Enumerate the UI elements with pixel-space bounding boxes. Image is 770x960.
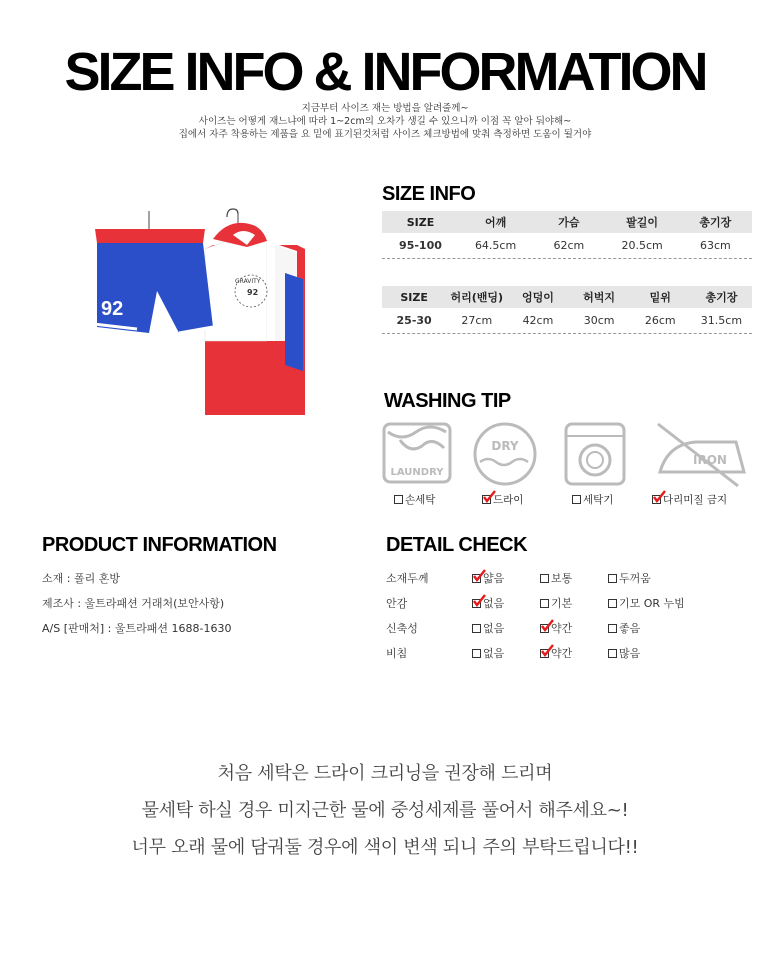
detail-option-checkbox xyxy=(608,574,617,583)
table-cell: 95-100 xyxy=(399,239,442,252)
detail-option-checkbox xyxy=(608,624,617,633)
washing-tip-title: WASHING TIP xyxy=(384,390,511,412)
page-title: SIZE INFO & INFORMATION xyxy=(64,42,706,102)
wash-option-hand xyxy=(394,492,435,507)
detail-option-label: 없음 xyxy=(483,622,505,635)
product-image xyxy=(85,205,305,420)
iron-icon-text: IRON xyxy=(693,453,727,467)
table-header xyxy=(382,286,752,308)
care-notice-line: 처음 세탁은 드라이 크리닝을 권장해 드리며 xyxy=(217,763,553,784)
dry-icon-text: DRY xyxy=(491,439,519,453)
wash-option-label: 다리미질 금지 xyxy=(663,494,728,506)
detail-option xyxy=(608,620,640,636)
detail-option-label: 없음 xyxy=(483,597,505,610)
detail-option xyxy=(472,595,504,611)
detail-option xyxy=(608,570,651,586)
table-cell: 26cm xyxy=(644,314,676,327)
detail-option-checkbox xyxy=(472,599,481,608)
detail-option xyxy=(608,595,685,611)
check-mark-icon xyxy=(472,594,486,608)
wash-option-machine xyxy=(572,492,613,507)
table-header-cell: 허벅지 xyxy=(583,291,616,304)
laundry-icon xyxy=(384,424,450,482)
intro-line: 집에서 자주 착용하는 제품을 요 밑에 표기된것처럼 사이즈 체크방법에 맞춰 측정하면 도움이 될거야 xyxy=(178,129,592,140)
table-header-cell: 허리(밴딩) xyxy=(450,291,504,304)
detail-row-label: 소재두께 xyxy=(386,572,429,585)
intro-line: 사이즈는 어떻게 재느냐에 따라 1~2cm의 오차가 생길 수 있으니까 이점 꼭 알아 둬야해~ xyxy=(198,116,572,127)
table-cell: 30cm xyxy=(583,314,615,327)
table-cell: 20.5cm xyxy=(621,239,663,252)
table-header-cell: 가슴 xyxy=(558,216,580,229)
detail-option-label: 두꺼움 xyxy=(619,572,651,585)
detail-option-label: 많음 xyxy=(619,647,641,660)
detail-option-label: 약간 xyxy=(551,647,573,660)
detail-option-checkbox xyxy=(472,574,481,583)
table-cell: 64.5cm xyxy=(474,239,517,252)
detail-row-label: 비침 xyxy=(386,647,408,660)
table-cell: 62cm xyxy=(553,239,585,252)
check-mark-icon xyxy=(540,644,554,658)
detail-option-checkbox xyxy=(540,649,549,658)
detail-option-checkbox xyxy=(540,624,549,633)
detail-option xyxy=(540,645,572,661)
no-iron-checkbox xyxy=(652,495,661,504)
detail-option-checkbox xyxy=(608,649,617,658)
detail-option-label: 기본 xyxy=(551,597,573,610)
table-header xyxy=(382,211,752,233)
wash-option-label: 손세탁 xyxy=(405,494,436,506)
product-information-title: PRODUCT INFORMATION xyxy=(42,534,277,556)
washing-icons xyxy=(380,420,760,490)
intro-line: 지금부터 사이즈 재는 방법을 알려줄께~ xyxy=(301,103,469,114)
care-notice-line: 너무 오래 물에 담궈둘 경우에 색이 변색 되니 주의 부탁드립니다!! xyxy=(131,837,639,858)
dry-checkbox xyxy=(482,495,491,504)
detail-option xyxy=(472,570,504,586)
table-header-cell: 어깨 xyxy=(484,216,507,229)
table-cell: 42cm xyxy=(522,314,554,327)
no-iron-icon xyxy=(658,424,744,486)
check-mark-icon xyxy=(482,490,496,504)
detail-option-checkbox xyxy=(472,649,481,658)
wash-option-label: 드라이 xyxy=(493,494,524,506)
shirt-brand-text: GRAVITY xyxy=(235,278,261,285)
detail-row-label: 안감 xyxy=(386,597,408,610)
laundry-icon-text: LAUNDRY xyxy=(390,467,444,478)
detail-option-checkbox xyxy=(472,624,481,633)
detail-option-label: 없음 xyxy=(483,647,505,660)
machine-wash-checkbox xyxy=(572,495,581,504)
detail-option-label: 약간 xyxy=(551,622,573,635)
table-header-cell: SIZE xyxy=(400,290,428,304)
table-header-cell: SIZE xyxy=(406,215,435,229)
wash-option-no-iron xyxy=(652,492,727,507)
detail-check-title: DETAIL CHECK xyxy=(386,534,528,556)
wash-option-label: 세탁기 xyxy=(583,494,614,506)
detail-option xyxy=(472,645,504,661)
table-cell: 31.5cm xyxy=(700,314,743,327)
table-header-cell: 밑위 xyxy=(649,291,671,304)
table-cell: 25-30 xyxy=(396,314,432,327)
detail-option xyxy=(472,620,504,636)
detail-row-label: 신축성 xyxy=(386,622,418,635)
shirt-number-text: 92 xyxy=(247,288,259,297)
care-notice-line: 물세탁 하실 경우 미지근한 물에 중성세제를 풀어서 해주세요~! xyxy=(141,800,629,821)
detail-option xyxy=(608,645,640,661)
hand-wash-checkbox xyxy=(394,495,403,504)
info-line: A/S [판매처] : 울트라패션 1688-1630 xyxy=(42,622,232,635)
table-row xyxy=(382,308,752,334)
detail-option-label: 좋음 xyxy=(619,622,641,635)
table-header-cell: 총기장 xyxy=(699,216,732,229)
info-line: 소재 : 폴리 혼방 xyxy=(42,572,120,585)
table-row xyxy=(382,233,752,259)
table-header-cell: 팔길이 xyxy=(626,216,659,229)
size-info-title: SIZE INFO xyxy=(382,183,476,205)
detail-option-label: 기모 OR 누빔 xyxy=(619,597,685,610)
check-mark-icon xyxy=(472,569,486,583)
detail-option-label: 보통 xyxy=(551,572,573,585)
table-header-cell: 총기장 xyxy=(705,291,738,304)
check-mark-icon xyxy=(540,619,554,633)
detail-option-checkbox xyxy=(540,599,549,608)
detail-option-label: 얇음 xyxy=(483,572,505,585)
intro-text xyxy=(0,102,770,141)
detail-option-checkbox xyxy=(540,574,549,583)
detail-option xyxy=(540,570,572,586)
dry-icon xyxy=(475,424,535,484)
detail-option xyxy=(540,595,572,611)
washing-machine-icon xyxy=(566,424,624,484)
info-line: 제조사 : 울트라패션 거래처(보안사항) xyxy=(42,597,225,610)
check-mark-icon xyxy=(652,490,666,504)
wash-option-dry xyxy=(482,492,523,507)
table-cell: 63cm xyxy=(699,239,731,252)
detail-option-checkbox xyxy=(608,599,617,608)
size-table-bottom xyxy=(382,286,752,334)
table-cell: 27cm xyxy=(461,314,493,327)
detail-option xyxy=(540,620,572,636)
table-header-cell: 엉덩이 xyxy=(522,291,554,304)
size-table-top xyxy=(382,211,752,259)
shorts-number-text: 92 xyxy=(101,298,124,320)
